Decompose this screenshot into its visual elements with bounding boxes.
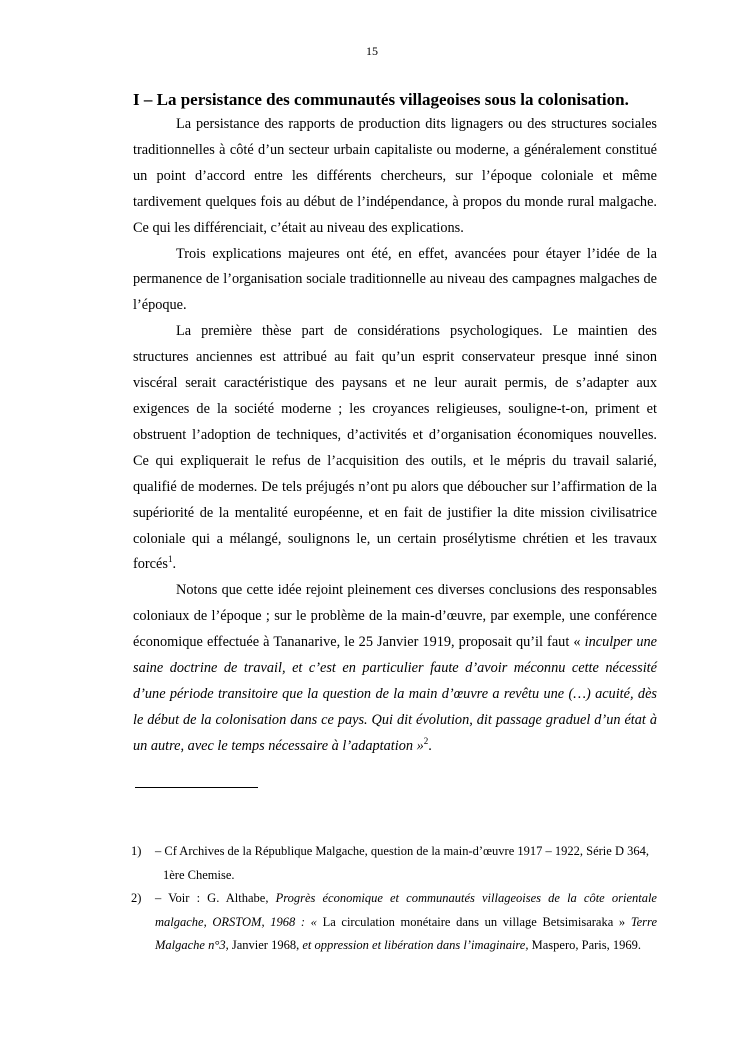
paragraph-4-quote: inculper une saine doctrine de travail, et c’est en particulier faute d’avoir méconnu cette nécessité d’une période transitoire que la question de la main d’œuvre a revêtu une (…) acuité, dès le début de la colonisation dans ce pays. Qui dit évolution, dit passage graduel d’un état à un autre, avec le temps nécessaire à l’adaptation » [133,634,657,754]
footnote-2 [131,887,657,958]
paragraph-3-end: . [172,556,177,573]
footnote-1-number: 1) [131,844,142,858]
paragraph-4-text: Notons que cette idée rejoint pleinement ces diverses conclusions des responsables coloniaux de l’époque ; sur le problème de la main-d’œuvre, par exemple, une conférence économique effectuée à Tananarive, le 25 Janvier 1919, proposait qu’il faut « [133,582,657,651]
footnote-separator [135,787,258,788]
footnote-2-publisher: Maspero, Paris, 1969. [528,938,641,952]
footnote-1-line-2: 1ère Chemise. [163,867,235,882]
paragraph-4 [133,578,657,759]
footnote-2-article: La circulation monétaire dans un village Betsimisaraka » [316,914,631,929]
paragraph-3 [133,319,657,578]
paragraph-3-text: La première thèse part de considérations psychologiques. Le maintien des structures anciennes est attribué au fait qu’un esprit conservateur presque inné sinon viscéral serait caractéristique des paysans et ne leur aurait permis, de s’adapter aux exigences de la société moderne ; les croyances religieuses, souligne-t-on, priment et obstruent l’adoption de techniques, d’activités et d’organisation économiques nouvelles. Ce qui expliquerait le refus de l’acquisition des outils, et le mépris du travail salarié, qualifié de modernes. De tels préjugés n’ont pu alors que déboucher sur l’affirmation de la supériorité de la mentalité européenne, et en fait de justifier la dite mission civilisatrice coloniale qui a mélangé, soulignons le, un certain prosélytisme chrétien et les travaux forcés [133,323,657,573]
footnote-2-title: Progrès économique et communautés villageoises de la côte orientale malgache, ORSTOM, 1968 : « [155,891,657,929]
main-content [133,88,657,788]
footnote-ref-1: 1 [167,554,173,565]
footnote-1-line-1: – Cf Archives de la République Malgache, question de la main-d’œuvre 1917 – 1922, Série D 364, [155,844,649,858]
footnote-1 [131,840,657,887]
paragraph-2: Trois explications majeures ont été, en effet, avancées pour étayer l’idée de la permanence de l’organisation sociale traditionnelle au niveau des campagnes malgaches de l’époque. [133,245,657,314]
footnotes [131,840,657,958]
section-heading: I – La persistance des communautés villageoises sous la colonisation. [133,90,629,109]
footnote-2-text [155,887,657,958]
footnote-2-book: et oppression et libération dans l’imaginaire, [302,938,529,952]
footnote-2-number: 2) [131,891,142,905]
footnote-ref-2: 2 [423,735,429,746]
paragraph-4-end: . [428,737,432,754]
footnote-2-date: Janvier 1968, [228,938,303,952]
footnote-2-intro: – Voir : G. Althabe, [155,891,276,905]
footnote-2-journal: Terre Malgache n°3, [155,914,657,952]
page-number: 15 [366,44,378,58]
paragraph-1: La persistance des rapports de production dits lignagers ou des structures sociales traditionnelles à côté d’un secteur urbain capitaliste ou moderne, a généralement constitué un point d’accord entre les différents chercheurs, sur l’époque coloniale et même tardivement quelques fois au début de l’indépendance, à propos du monde rural malgache. Ce qui les différenciait, c’était au niveau des explications. [133,116,657,236]
